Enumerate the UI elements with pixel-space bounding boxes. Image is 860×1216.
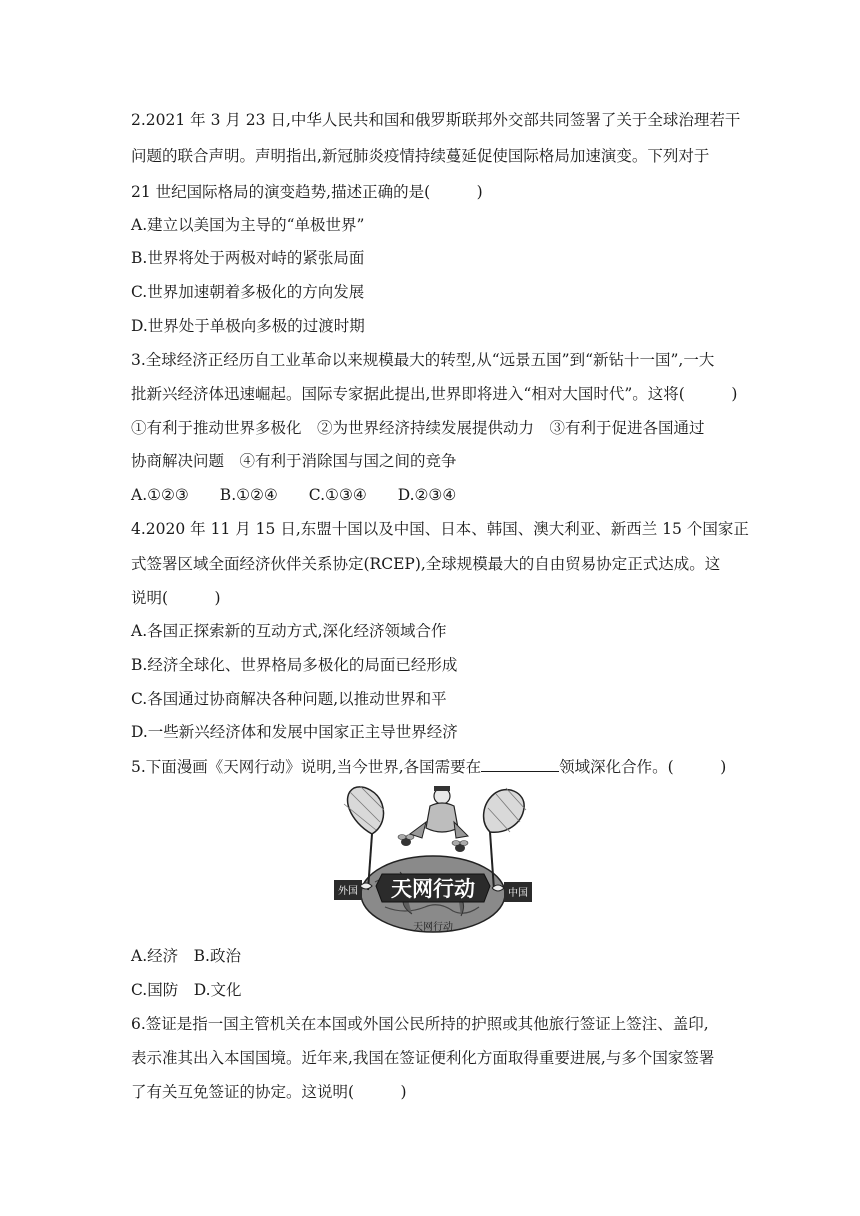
cartoon-caption: 天网行动 [413,922,453,933]
q4-stem-line-2: 式签署区域全面经济伙伴关系协定(RCEP),全球规模最大的自由贸易协定正式达成。这 [131,555,721,573]
left-tag-text: 外国 [338,886,358,897]
q6-stem-line-2: 表示准其出入本国国境。近年来,我国在签证便利化方面取得重要进展,与多个国家签署 [131,1049,715,1067]
q3-stem-line-1: 3.全球经济正经历自工业革命以来规模最大的转型,从“远景五国”到“新钻十一国”,一大 [131,351,715,369]
q6-stem-line-3: 了有关互免签证的协定。这说明( ) [131,1083,407,1101]
q5-stem-before: 5.下面漫画《天网行动》说明,当今世界,各国需要在 [131,758,482,776]
q4-stem-line-1: 4.2020 年 11 月 15 日,东盟十国以及中国、日本、韩国、澳大利亚、新西兰 15 个国家正 [131,520,749,538]
q3-options: A.①②③ B.①②④ C.①③④ D.②③④ [131,486,457,504]
q4-option-a: A.各国正探索新的互动方式,深化经济领域合作 [131,622,447,640]
q3-stem-line-3: ①有利于推动世界多极化 ②为世界经济持续发展提供动力 ③有利于促进各国通过 [131,419,705,437]
q5-options-ab: A.经济 B.政治 [131,947,241,965]
right-tag-text: 中国 [508,888,528,899]
q3-stem-line-4: 协商解决问题 ④有利于消除国与国之间的竞争 [131,452,457,470]
fly-icon [398,835,414,847]
fleeing-figure-icon [410,786,468,838]
q2-option-a: A.建立以美国为主导的“单极世界” [131,216,365,234]
q2-stem-line-2: 问题的联合声明。声明指出,新冠肺炎疫情持续蔓延促使国际格局加速演变。下列对于 [131,147,710,165]
q2-option-b: B.世界将处于两极对峙的紧张局面 [131,249,365,267]
q3-stem-line-2: 批新兴经济体迅速崛起。国际专家据此提出,世界即将进入“相对大国时代”。这将( ) [131,385,738,403]
q6-stem-line-1: 6.签证是指一国主管机关在本国或外国公民所持的护照或其他旅行签证上签注、盖印, [131,1015,709,1033]
q2-stem-line-1: 2.2021 年 3 月 23 日,中华人民共和国和俄罗斯联邦外交部共同签署了关于全球治理若干 [131,111,741,129]
q2-option-d: D.世界处于单极向多极的过渡时期 [131,317,365,335]
q2-stem-line-3: 21 世纪国际格局的演变趋势,描述正确的是( ) [131,183,483,201]
q4-stem-line-3: 说明( ) [131,589,221,607]
answer-blank [481,757,559,772]
tianwang-cartoon [330,782,536,936]
q5-options-cd: C.国防 D.文化 [131,981,242,999]
left-hand-icon [360,883,372,889]
right-hand-icon [492,885,504,891]
q2-option-c: C.世界加速朝着多极化的方向发展 [131,283,365,301]
banner-text: 天网行动 [391,877,475,901]
q5-stem [131,757,726,777]
q4-option-d: D.一些新兴经济体和发展中国家正主导世界经济 [131,723,458,741]
fly-icon [452,841,468,853]
q5-stem-after: 领域深化合作。( ) [559,758,727,776]
q4-option-c: C.各国通过协商解决各种问题,以推动世界和平 [131,690,447,708]
q4-option-b: B.经济全球化、世界格局多极化的局面已经形成 [131,656,458,674]
